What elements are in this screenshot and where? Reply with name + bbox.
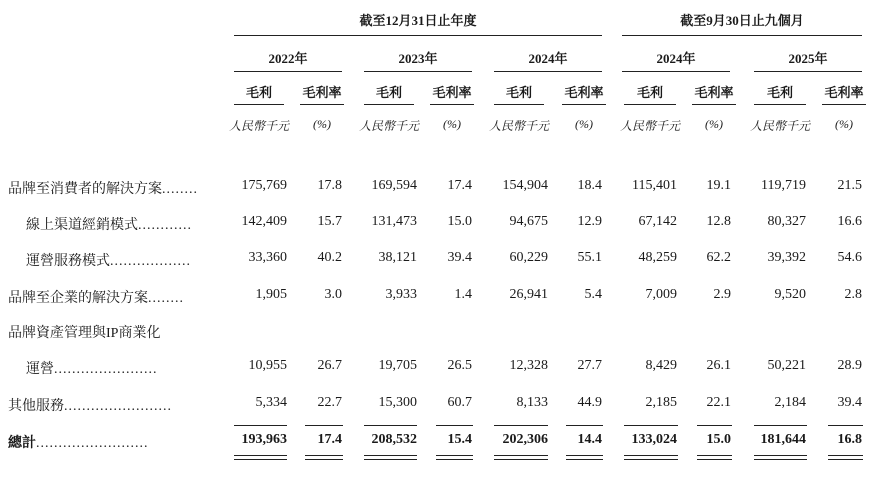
total-double-rule xyxy=(364,455,417,460)
gross-profit-cell: 169,594 xyxy=(371,178,417,193)
col-rule xyxy=(624,104,676,105)
gross-margin-cell: 12.9 xyxy=(577,214,602,229)
gross-margin-cell: 28.9 xyxy=(837,358,862,373)
unit-profit: 人民幣千元 xyxy=(358,119,419,133)
col-header-rate: 毛利率 xyxy=(824,85,864,100)
subtotal-rule xyxy=(566,425,603,426)
gross-profit-cell: 39,392 xyxy=(767,250,806,265)
col-header-rate: 毛利率 xyxy=(564,85,604,100)
gross-margin-cell: 21.5 xyxy=(837,178,862,193)
gross-margin-cell: 27.7 xyxy=(577,358,602,373)
row-label: 品牌至消費者的解決方案........ xyxy=(8,182,198,197)
gross-margin-cell: 16.8 xyxy=(837,432,862,447)
gross-margin-cell: 44.9 xyxy=(577,395,602,410)
row-label: 其他服務........................ xyxy=(8,399,172,414)
gross-margin-cell: 26.5 xyxy=(447,358,472,373)
gross-profit-cell: 142,409 xyxy=(241,214,287,229)
col-header-rate: 毛利率 xyxy=(694,85,734,100)
gross-margin-cell: 26.7 xyxy=(317,358,342,373)
subtotal-rule xyxy=(234,425,287,426)
gross-margin-cell: 55.1 xyxy=(577,250,602,265)
subtotal-rule xyxy=(828,425,863,426)
total-double-rule xyxy=(305,455,343,460)
row-label: 線上渠道經銷模式............ xyxy=(26,218,192,233)
gross-profit-cell: 80,327 xyxy=(767,214,806,229)
unit-rate: (%) xyxy=(705,117,723,131)
gross-margin-cell: 3.0 xyxy=(324,287,342,302)
gross-profit-cell: 3,933 xyxy=(385,287,417,302)
col-rule xyxy=(364,104,414,105)
gross-margin-cell: 2.9 xyxy=(713,287,731,302)
gross-profit-cell: 10,955 xyxy=(248,358,287,373)
gross-profit-cell: 2,184 xyxy=(774,395,806,410)
gross-profit-cell: 133,024 xyxy=(631,432,677,447)
col-rule xyxy=(754,104,806,105)
col-header-profit: 毛利 xyxy=(636,85,663,100)
period-rule-full-year xyxy=(234,35,602,36)
gross-profit-cell: 15,300 xyxy=(378,395,417,410)
gross-margin-cell: 26.1 xyxy=(706,358,731,373)
gross-profit-cell: 208,532 xyxy=(371,432,417,447)
gross-margin-cell: 17.4 xyxy=(447,178,472,193)
gross-profit-cell: 5,334 xyxy=(255,395,287,410)
gross-margin-cell: 15.0 xyxy=(447,214,472,229)
gross-profit-cell: 115,401 xyxy=(632,178,677,193)
total-double-rule xyxy=(494,455,548,460)
row-label-total: 總計......................... xyxy=(8,436,149,451)
gross-margin-cell: 5.4 xyxy=(584,287,602,302)
year-rule xyxy=(754,71,862,72)
year-rule xyxy=(234,71,342,72)
gross-profit-cell: 193,963 xyxy=(241,432,287,447)
subtotal-rule xyxy=(436,425,473,426)
gross-profit-cell: 181,644 xyxy=(760,432,806,447)
period-rule-nine-months xyxy=(622,35,862,36)
col-header-rate: 毛利率 xyxy=(302,85,342,100)
gross-profit-cell: 60,229 xyxy=(509,250,548,265)
gross-profit-cell: 8,429 xyxy=(645,358,677,373)
gross-profit-cell: 8,133 xyxy=(516,395,548,410)
gross-margin-cell: 18.4 xyxy=(577,178,602,193)
subtotal-rule xyxy=(494,425,548,426)
gross-margin-cell: 15.4 xyxy=(447,432,472,447)
gross-profit-cell: 2,185 xyxy=(645,395,677,410)
col-rule xyxy=(300,104,344,105)
year-rule xyxy=(494,71,602,72)
year-rule xyxy=(364,71,472,72)
gross-profit-cell: 48,259 xyxy=(638,250,677,265)
col-header-profit: 毛利 xyxy=(505,85,532,100)
gross-margin-cell: 14.4 xyxy=(577,432,602,447)
gross-profit-cell: 94,675 xyxy=(509,214,548,229)
gross-margin-cell: 62.2 xyxy=(706,250,731,265)
gross-profit-cell: 131,473 xyxy=(371,214,417,229)
col-rule xyxy=(822,104,866,105)
subtotal-rule xyxy=(754,425,807,426)
unit-rate: (%) xyxy=(443,117,461,131)
year-header: 2024年 xyxy=(528,51,568,66)
gross-margin-cell: 39.4 xyxy=(447,250,472,265)
total-double-rule xyxy=(697,455,732,460)
gross-margin-cell: 22.1 xyxy=(706,395,731,410)
gross-profit-cell: 67,142 xyxy=(638,214,677,229)
gross-margin-cell: 19.1 xyxy=(706,178,731,193)
total-double-rule xyxy=(234,455,287,460)
year-header: 2023年 xyxy=(398,51,438,66)
gross-profit-cell: 19,705 xyxy=(378,358,417,373)
gross-profit-cell: 12,328 xyxy=(509,358,548,373)
gross-margin-cell: 15.0 xyxy=(706,432,731,447)
gross-margin-cell: 12.8 xyxy=(706,214,731,229)
gross-margin-cell: 16.6 xyxy=(837,214,862,229)
gross-profit-cell: 202,306 xyxy=(502,432,548,447)
gross-margin-cell: 60.7 xyxy=(447,395,472,410)
gross-margin-cell: 39.4 xyxy=(837,395,862,410)
unit-rate: (%) xyxy=(313,117,331,131)
year-header: 2022年 xyxy=(268,51,308,66)
gross-margin-cell: 1.4 xyxy=(454,287,472,302)
unit-profit: 人民幣千元 xyxy=(488,119,549,133)
year-header: 2025年 xyxy=(788,51,828,66)
col-header-rate: 毛利率 xyxy=(432,85,472,100)
subtotal-rule xyxy=(364,425,417,426)
period-header-full-year: 截至12月31日止年度 xyxy=(359,13,477,28)
row-label: 運營服務模式.................. xyxy=(26,254,191,269)
subtotal-rule xyxy=(305,425,343,426)
col-rule xyxy=(430,104,474,105)
col-rule xyxy=(562,104,606,105)
unit-rate: (%) xyxy=(575,117,593,131)
gross-profit-cell: 175,769 xyxy=(241,178,287,193)
row-label: 運營....................... xyxy=(26,362,158,377)
total-double-rule xyxy=(436,455,473,460)
col-header-profit: 毛利 xyxy=(245,85,272,100)
year-rule xyxy=(622,71,730,72)
col-rule xyxy=(494,104,544,105)
period-header-nine-months: 截至9月30日止九個月 xyxy=(680,13,804,28)
row-label: 品牌資產管理與IP商業化 xyxy=(8,326,161,341)
subtotal-rule xyxy=(624,425,678,426)
gross-profit-cell: 9,520 xyxy=(774,287,806,302)
year-header: 2024年 xyxy=(656,51,696,66)
gross-margin-cell: 15.7 xyxy=(317,214,342,229)
gross-margin-cell: 22.7 xyxy=(317,395,342,410)
gross-profit-cell: 26,941 xyxy=(509,287,548,302)
unit-profit: 人民幣千元 xyxy=(749,119,810,133)
col-rule xyxy=(692,104,736,105)
unit-rate: (%) xyxy=(835,117,853,131)
subtotal-rule xyxy=(697,425,732,426)
total-double-rule xyxy=(566,455,603,460)
gross-margin-cell: 17.4 xyxy=(317,432,342,447)
gross-margin-cell: 2.8 xyxy=(844,287,862,302)
gross-profit-cell: 38,121 xyxy=(378,250,417,265)
total-double-rule xyxy=(828,455,863,460)
gross-profit-cell: 154,904 xyxy=(502,178,548,193)
unit-profit: 人民幣千元 xyxy=(228,119,289,133)
gross-margin-cell: 40.2 xyxy=(317,250,342,265)
row-label: 品牌至企業的解決方案........ xyxy=(8,291,184,306)
col-header-profit: 毛利 xyxy=(766,85,793,100)
gross-profit-cell: 119,719 xyxy=(761,178,806,193)
unit-profit: 人民幣千元 xyxy=(619,119,680,133)
gross-profit-cell: 1,905 xyxy=(255,287,287,302)
total-double-rule xyxy=(754,455,807,460)
col-rule xyxy=(234,104,284,105)
gross-profit-cell: 50,221 xyxy=(767,358,806,373)
col-header-profit: 毛利 xyxy=(375,85,402,100)
total-double-rule xyxy=(624,455,678,460)
gross-margin-cell: 17.8 xyxy=(317,178,342,193)
gross-profit-cell: 33,360 xyxy=(248,250,287,265)
gross-margin-cell: 54.6 xyxy=(837,250,862,265)
gross-profit-cell: 7,009 xyxy=(645,287,677,302)
